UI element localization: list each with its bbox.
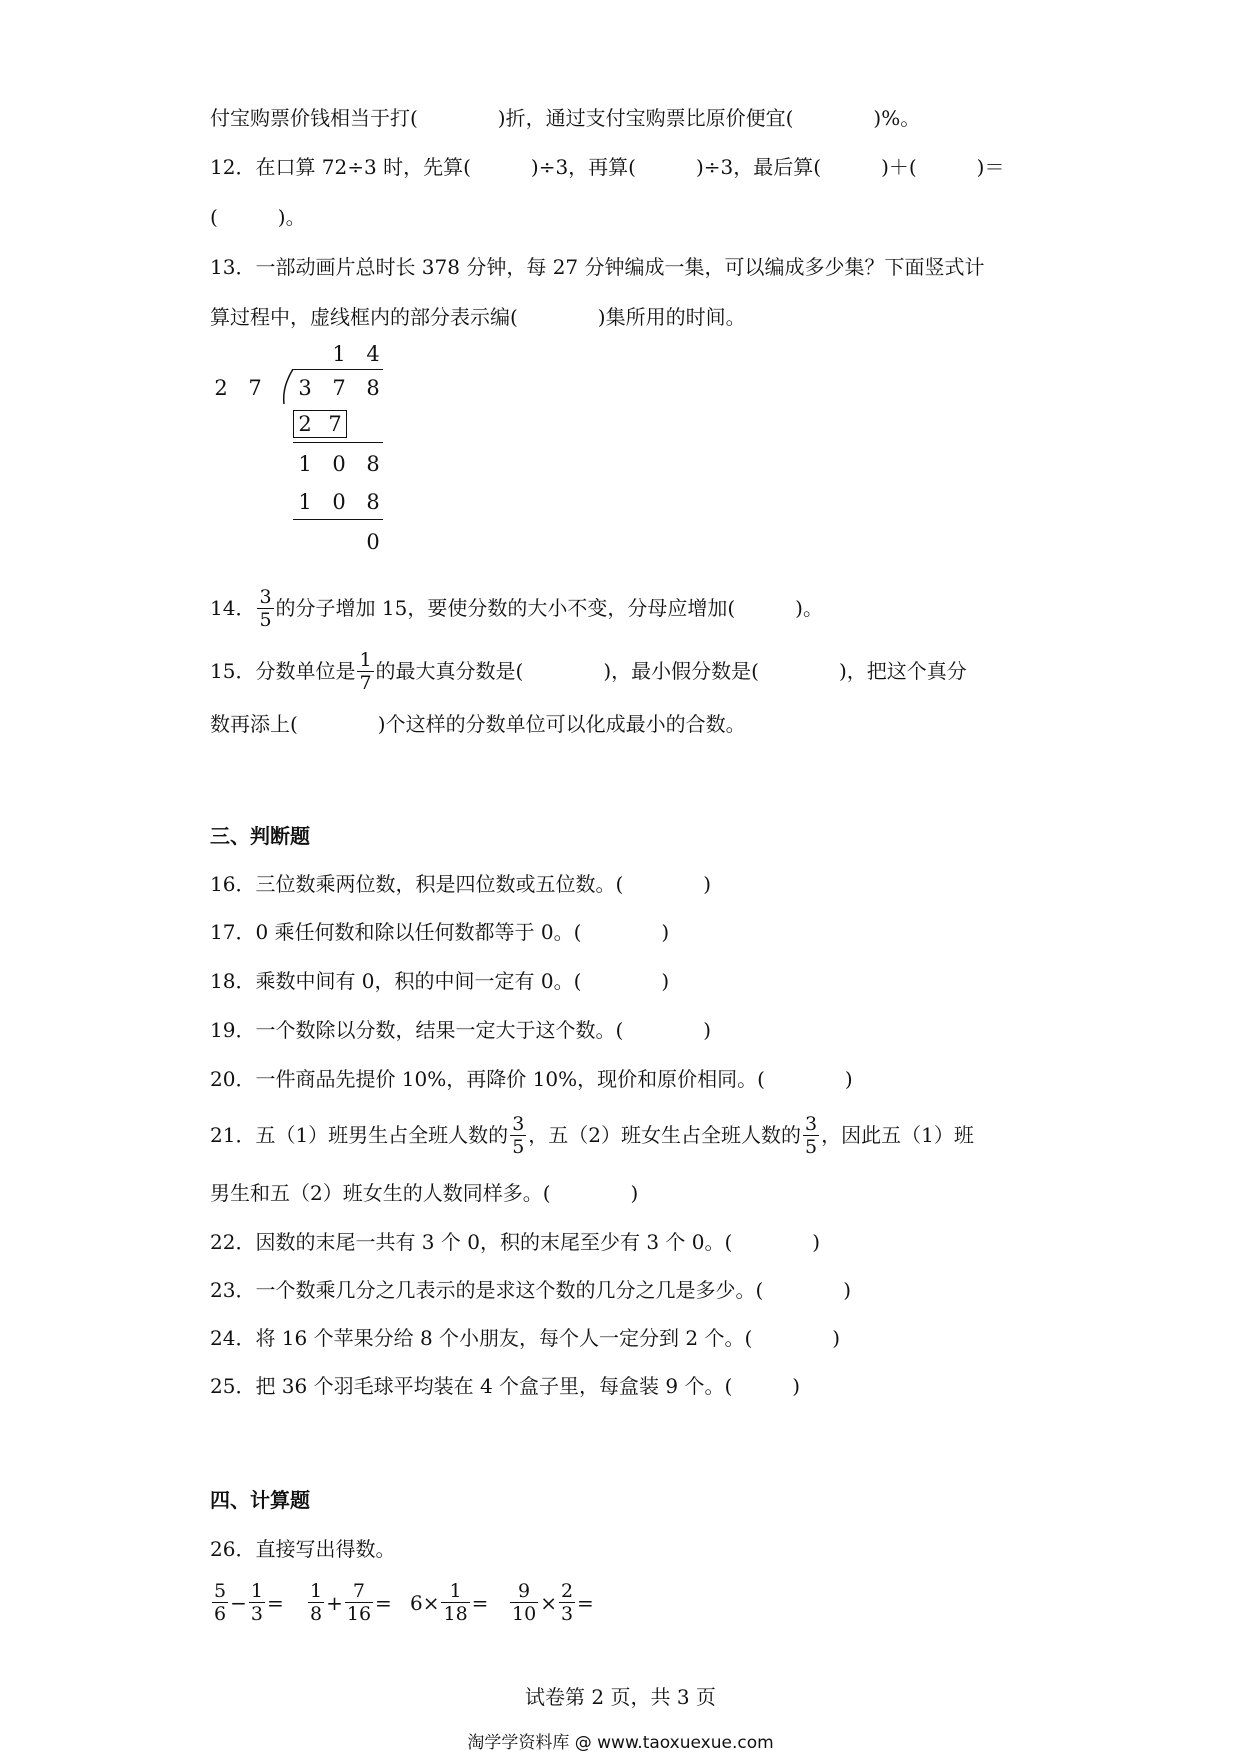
question-12: 12．在口算 72÷3 时，先算( )÷3，再算( )÷3，最后算( )＋( )＝ [210, 155, 1005, 179]
judge-item: 24．将 16 个苹果分给 8 个小朋友，每个人一定分到 2 个。( ) [210, 1326, 841, 1350]
dividend-digit: 8 [366, 376, 380, 400]
watermark: 淘学学资料库 @ www.taoxuexue.com [467, 1733, 774, 1753]
fraction [510, 1113, 526, 1158]
equals-sign: = [471, 1590, 489, 1615]
fraction [803, 1113, 819, 1158]
remainder-digit: 0 [366, 530, 380, 554]
quotient-digit: 1 [332, 342, 346, 366]
fraction: $\frac{5}{6}$ [214, 1580, 227, 1625]
step-digit: 8 [366, 490, 380, 514]
dividend-digit: 3 [298, 376, 312, 400]
section-3-title: 三、判断题 [210, 824, 310, 848]
question-text: 的最大真分数是( )，最小假分数是( )，把这个真分 [375, 659, 967, 683]
denominator: 5 [259, 608, 272, 631]
question-26: 26．直接写出得数。 [210, 1537, 396, 1561]
question-11-continuation: 付宝购票价钱相当于打( )折，通过支付宝购票比原价便宜( )%。 [210, 106, 921, 130]
question-13: 13．一部动画片总时长 378 分钟，每 27 分钟编成一集，可以编成多少集？下面竖式计 [210, 255, 985, 279]
question-text: 21．五（1）班男生占全班人数的 [210, 1123, 509, 1147]
fraction: $\frac{2}{3}$ [560, 1580, 574, 1625]
step-digit: 2 [298, 412, 312, 436]
subtraction-line [293, 519, 383, 520]
judge-item-21 [210, 1109, 974, 1161]
denominator: 5 [805, 1135, 818, 1158]
remainder-digit: 0 [332, 452, 346, 476]
judge-item-21-continuation: 男生和五（2）班女生的人数同样多。( ) [210, 1181, 639, 1205]
question-12-continuation: ( )。 [210, 205, 306, 229]
calc-item [210, 1580, 284, 1625]
fraction: $\frac{7}{16}$ [346, 1580, 372, 1625]
step-digit: 1 [298, 490, 312, 514]
judge-item: 17．0 乘任何数和除以任何数都等于 0。( ) [210, 920, 670, 944]
numerator: 3 [805, 1112, 818, 1135]
numerator: 3 [512, 1112, 525, 1135]
numerator: 3 [259, 585, 272, 608]
operator: × [540, 1590, 557, 1615]
question-number: 14． [210, 596, 256, 620]
calc-item [508, 1580, 594, 1625]
question-13-continuation: 算过程中，虚线框内的部分表示编( )集所用的时间。 [210, 305, 746, 329]
step-digit: 7 [328, 412, 342, 436]
dividend-digit: 7 [332, 376, 346, 400]
judge-item: 20．一件商品先提价 10%，再降价 10%，现价和原价相同。( ) [210, 1067, 853, 1091]
question-text: ，因此五（1）班 [821, 1123, 974, 1147]
equals-sign: = [577, 1590, 594, 1615]
fraction [257, 586, 273, 631]
operator: + [326, 1590, 343, 1615]
equals-sign: = [375, 1590, 392, 1615]
judge-item: 22．因数的末尾一共有 3 个 0，积的末尾至少有 3 个 0。( ) [210, 1230, 821, 1254]
fraction: $\frac{9}{10}$ [512, 1580, 537, 1625]
remainder-digit: 1 [298, 452, 312, 476]
fraction: $\frac{1}{18}$ [443, 1580, 468, 1625]
denominator: 5 [512, 1135, 525, 1158]
fraction: $\frac{1}{3}$ [250, 1580, 263, 1625]
question-15-continuation: 数再添上( )个这样的分数单位可以化成最小的合数。 [210, 712, 746, 736]
question-15 [210, 645, 967, 697]
divisor-digit: 7 [248, 376, 262, 400]
numerator: 1 [359, 648, 372, 671]
operator: − [230, 1590, 247, 1615]
step-digit: 0 [332, 490, 346, 514]
subtraction-line [293, 442, 383, 443]
equals-sign: = [266, 1590, 284, 1615]
judge-item: 16．三位数乘两位数，积是四位数或五位数。( ) [210, 872, 712, 896]
judge-item: 19．一个数除以分数，结果一定大于这个数。( ) [210, 1018, 712, 1042]
page-footer: 试卷第 2 页，共 3 页 [525, 1685, 716, 1709]
division-bar [293, 369, 383, 370]
fraction [357, 649, 373, 694]
judge-item: 23．一个数乘几分之几表示的是求这个数的几分之几是多少。( ) [210, 1278, 852, 1302]
divisor-digit: 2 [214, 376, 228, 400]
remainder-digit: 8 [366, 452, 380, 476]
judge-item: 18．乘数中间有 0，积的中间一定有 0。( ) [210, 969, 670, 993]
question-14 [210, 582, 823, 634]
question-text: 15．分数单位是 [210, 659, 356, 683]
section-4-title: 四、计算题 [210, 1488, 310, 1512]
division-bracket [280, 369, 294, 405]
question-text: ，五（2）班女生占全班人数的 [528, 1123, 802, 1147]
denominator: 7 [359, 671, 372, 694]
quotient-digit: 4 [366, 342, 380, 366]
judge-item: 25．把 36 个羽毛球平均装在 4 个盒子里，每盒装 9 个。( ) [210, 1374, 801, 1398]
calc-item [410, 1580, 488, 1625]
whole-number: 6× [410, 1590, 440, 1615]
fraction: $\frac{1}{8}$ [310, 1580, 323, 1625]
question-text: 的分子增加 15，要使分数的大小不变，分母应增加( )。 [275, 596, 823, 620]
calc-item [306, 1580, 392, 1625]
